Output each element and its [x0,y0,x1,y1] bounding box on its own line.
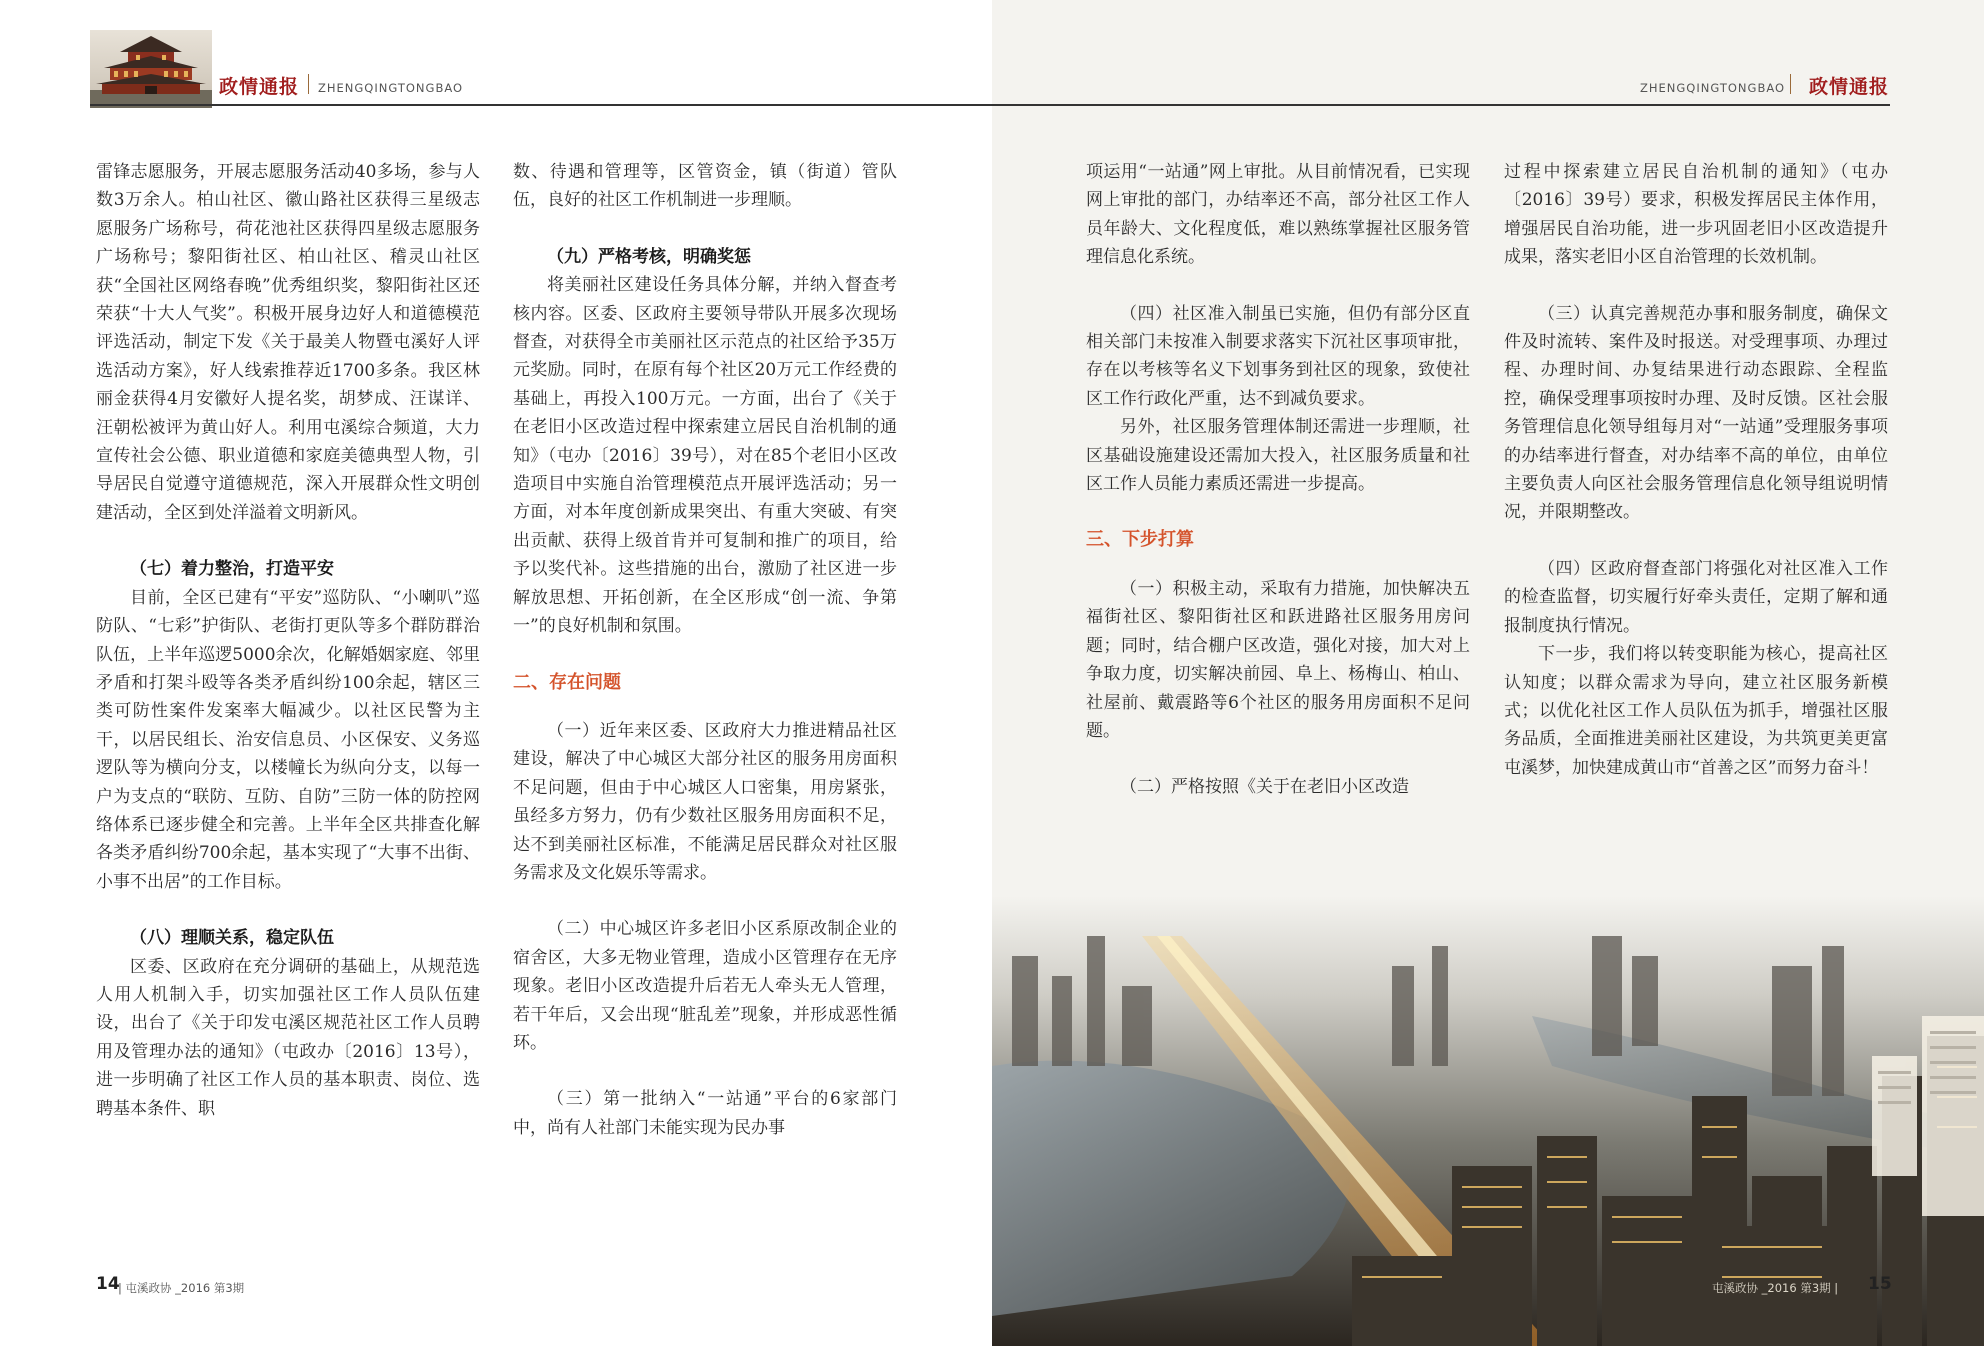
pagoda-building-icon [90,30,212,108]
paragraph-volunteer: 雷锋志愿服务，开展志愿服务活动40多场，参与人数3万余人。柏山社区、徽山路社区获得三星级志愿服务广场称号，荷花池社区获得四星级志愿服务广场称号；黎阳街社区、柏山社区、稽灵山社区获“全国社区网络春晚”优秀组织奖，黎阳街社区还荣获“十大人气奖”。积极开展身边好人和道德模范评选活动，制定下发《关于最美人物暨屯溪好人评选活动方案》，好人线索推荐近1700多条。我区林丽金获得4月安徽好人提名奖，胡梦成、汪谋详、汪朝松被评为黄山好人。利用屯溪综合频道，大力宣传社会公德、职业道德和家庭美德典型人物，引导居民自觉遵守道德规范，深入开展群众性文明创建活动，全区到处洋溢着文明新风。 [96,162,480,523]
paragraph-problem-4: （四）社区准入制虽已实施，但仍有部分区直相关部门未按准入制要求落实下沉社区事项审批，存在以考核等名义下划事务到社区的现象，致使社区工作行政化严重，达不到减负要求。 [1086,303,1470,409]
paragraph-section-8-continued: 数、待遇和管理等，区管资金，镇（街道）管队伍，良好的社区工作机制进一步理顺。 [513,162,897,211]
column-3 [1086,158,1470,802]
city-night-photo [992,896,1984,1346]
publication-info-right: 屯溪政协 _2016 第3期 | [1712,1281,1839,1295]
header-subtitle-right: ZHENGQINGTONGBAO [1640,81,1786,95]
right-page [992,0,1984,1346]
paragraph-problem-3-continued: 项运用“一站通”网上审批。从目前情况看，已实现网上审批的部门，办结率还不高，部分社区工作人员年龄大、文化程度低，难以熟练掌握社区服务管理信息化系统。 [1086,162,1470,268]
header-rule [90,104,992,106]
heading-existing-problems: 二、存在问题 [513,671,621,693]
paragraph-problem-1: （一）近年来区委、区政府大力推进精品社区建设，解决了中心城区大部分社区的服务用房面积不足问题，但由于中心城区人口密集，用房紧张，虽经多方努力，仍有少数社区服务用房面积不足，达不到美丽社区标准，不能满足居民群众对社区服务需求及文化娱乐等需求。 [513,720,897,883]
column-2 [513,158,897,1142]
paragraph-section-7: 目前，全区已建有“平安”巡防队、“小喇叭”巡防队、“七彩”护街队、老街打更队等多个群防群治队伍，上半年巡逻5000余次，化解婚姻家庭、邻里矛盾和打架斗殴等各类矛盾纠纷100余起，辖区三类可防性案件发案率大幅减少。以社区民警为主干，以居民组长、治安信息员、小区保安、义务巡逻队等为横向分支，以楼幢长为纵向分支，以每一户为支点的“联防、互防、自防”三防一体的防控网络体系已逐步健全和完善。上半年全区共排查化解各类矛盾纠纷700余起，基本实现了“大事不出街、小事不出居”的工作目标。 [96,587,480,892]
paragraph-problem-5: 另外，社区服务管理体制还需进一步理顺，社区基础设施建设还需加大投入，社区服务质量和社区工作人员能力素质还需进一步提高。 [1086,417,1470,495]
paragraph-step-3: （三）认真完善规范办事和服务制度，确保文件及时流转、案件及时报送。对受理事项、办理过程、办理时间、办复结果进行动态跟踪、全程监控，确保受理事项按时办理、及时反馈。区社会服务管理信息化领导组每月对“一站通”受理服务事项的办结率进行督查，对办结率不高的单位，由单位主要负责人向区社会服务管理信息化领导组说明情况，并限期整改。 [1504,303,1888,523]
header-subtitle: ZHENGQINGTONGBAO [318,81,464,95]
paragraph-step-2-continued: 过程中探索建立居民自治机制的通知》（屯办〔2016〕39号）要求，积极发挥居民主体作用，增强居民自治功能，进一步巩固老旧小区改造提升成果，落实老旧小区自治管理的长效机制。 [1504,162,1888,268]
paragraph-step-5: 下一步，我们将以转变职能为核心，提高社区认知度；以群众需求为导向，建立社区服务新模式；以优化社区工作人员队伍为抓手，增强社区服务品质，全面推进美丽社区建设，为共筑更美更富屯溪梦，加快建成黄山市“首善之区”而努力奋斗！ [1504,644,1888,778]
page-number-left: 14 [96,1274,120,1294]
header-separator-right [1790,74,1791,94]
publication-info-left: | 屯溪政协 _2016 第3期 [118,1281,245,1295]
heading-next-steps: 三、下步打算 [1086,529,1194,551]
paragraph-step-4: （四）区政府督查部门将强化对社区准入工作的检查监督，切实履行好牵头责任，定期了解和通报制度执行情况。 [1504,558,1888,636]
paragraph-section-8: 区委、区政府在充分调研的基础上，从规范选人用人机制入手，切实加强社区工作人员队伍建设，出台了《关于印发屯溪区规范社区工作人员聘用及管理办法的通知》（屯政办〔2016〕13号），进一步明确了社区工作人员的基本职责、岗位、选聘基本条件、职 [96,956,480,1119]
heading-section-8: （八）理顺关系，稳定队伍 [130,928,334,949]
paragraph-problem-2: （二）中心城区许多老旧小区系原改制企业的宿舍区，大多无物业管理，造成小区管理存在无序现象。老旧小区改造提升后若无人牵头无人管理，若干年后，又会出现“脏乱差”现象，并形成恶性循环。 [513,919,897,1053]
column-1 [96,158,480,1123]
heading-section-7: （七）着力整治，打造平安 [130,559,334,580]
paragraph-problem-3: （三）第一批纳入“一站通”平台的6家部门中，尚有人社部门未能实现为民办事 [513,1089,897,1138]
paragraph-section-9: 将美丽社区建设任务具体分解，并纳入督查考核内容。区委、区政府主要领导带队开展多次现场督查，对获得全市美丽社区示范点的社区给予35万元奖励。同时，在原有每个社区20万元工作经费的基础上，再投入100万元。一方面，出台了《关于在老旧小区改造过程中探索建立居民自治机制的通知》（屯办〔2016〕39号），对在85个老旧小区改造项目中实施自治管理模范点开展评选活动；另一方面，对本年度创新成果突出、有重大突破、有突出贡献、获得上级首肯并可复制和推广的项目，给予以奖代补。这些措施的出台，激励了社区进一步解放思想、开拓创新，在全区形成“创一流、争第一”的良好机制和氛围。 [513,275,897,637]
header-title: 政情通报 [219,76,300,98]
header-separator [308,74,309,94]
column-4 [1504,158,1888,782]
header-rule-right [992,104,1890,106]
heading-section-9: （九）严格考核，明确奖惩 [547,246,751,267]
page-number-right: 15 [1868,1274,1892,1294]
paragraph-step-2: （二）严格按照《关于在老旧小区改造 [1120,777,1409,798]
header-title-right: 政情通报 [1809,76,1890,98]
paragraph-step-1: （一）积极主动，采取有力措施，加快解决五福街社区、黎阳街社区和跃进路社区服务用房问题；同时，结合棚户区改造，强化对接，加大对上争取力度，切实解决前园、阜上、杨梅山、柏山、社屋前、戴震路等6个社区的服务用房面积不足问题。 [1086,578,1470,741]
